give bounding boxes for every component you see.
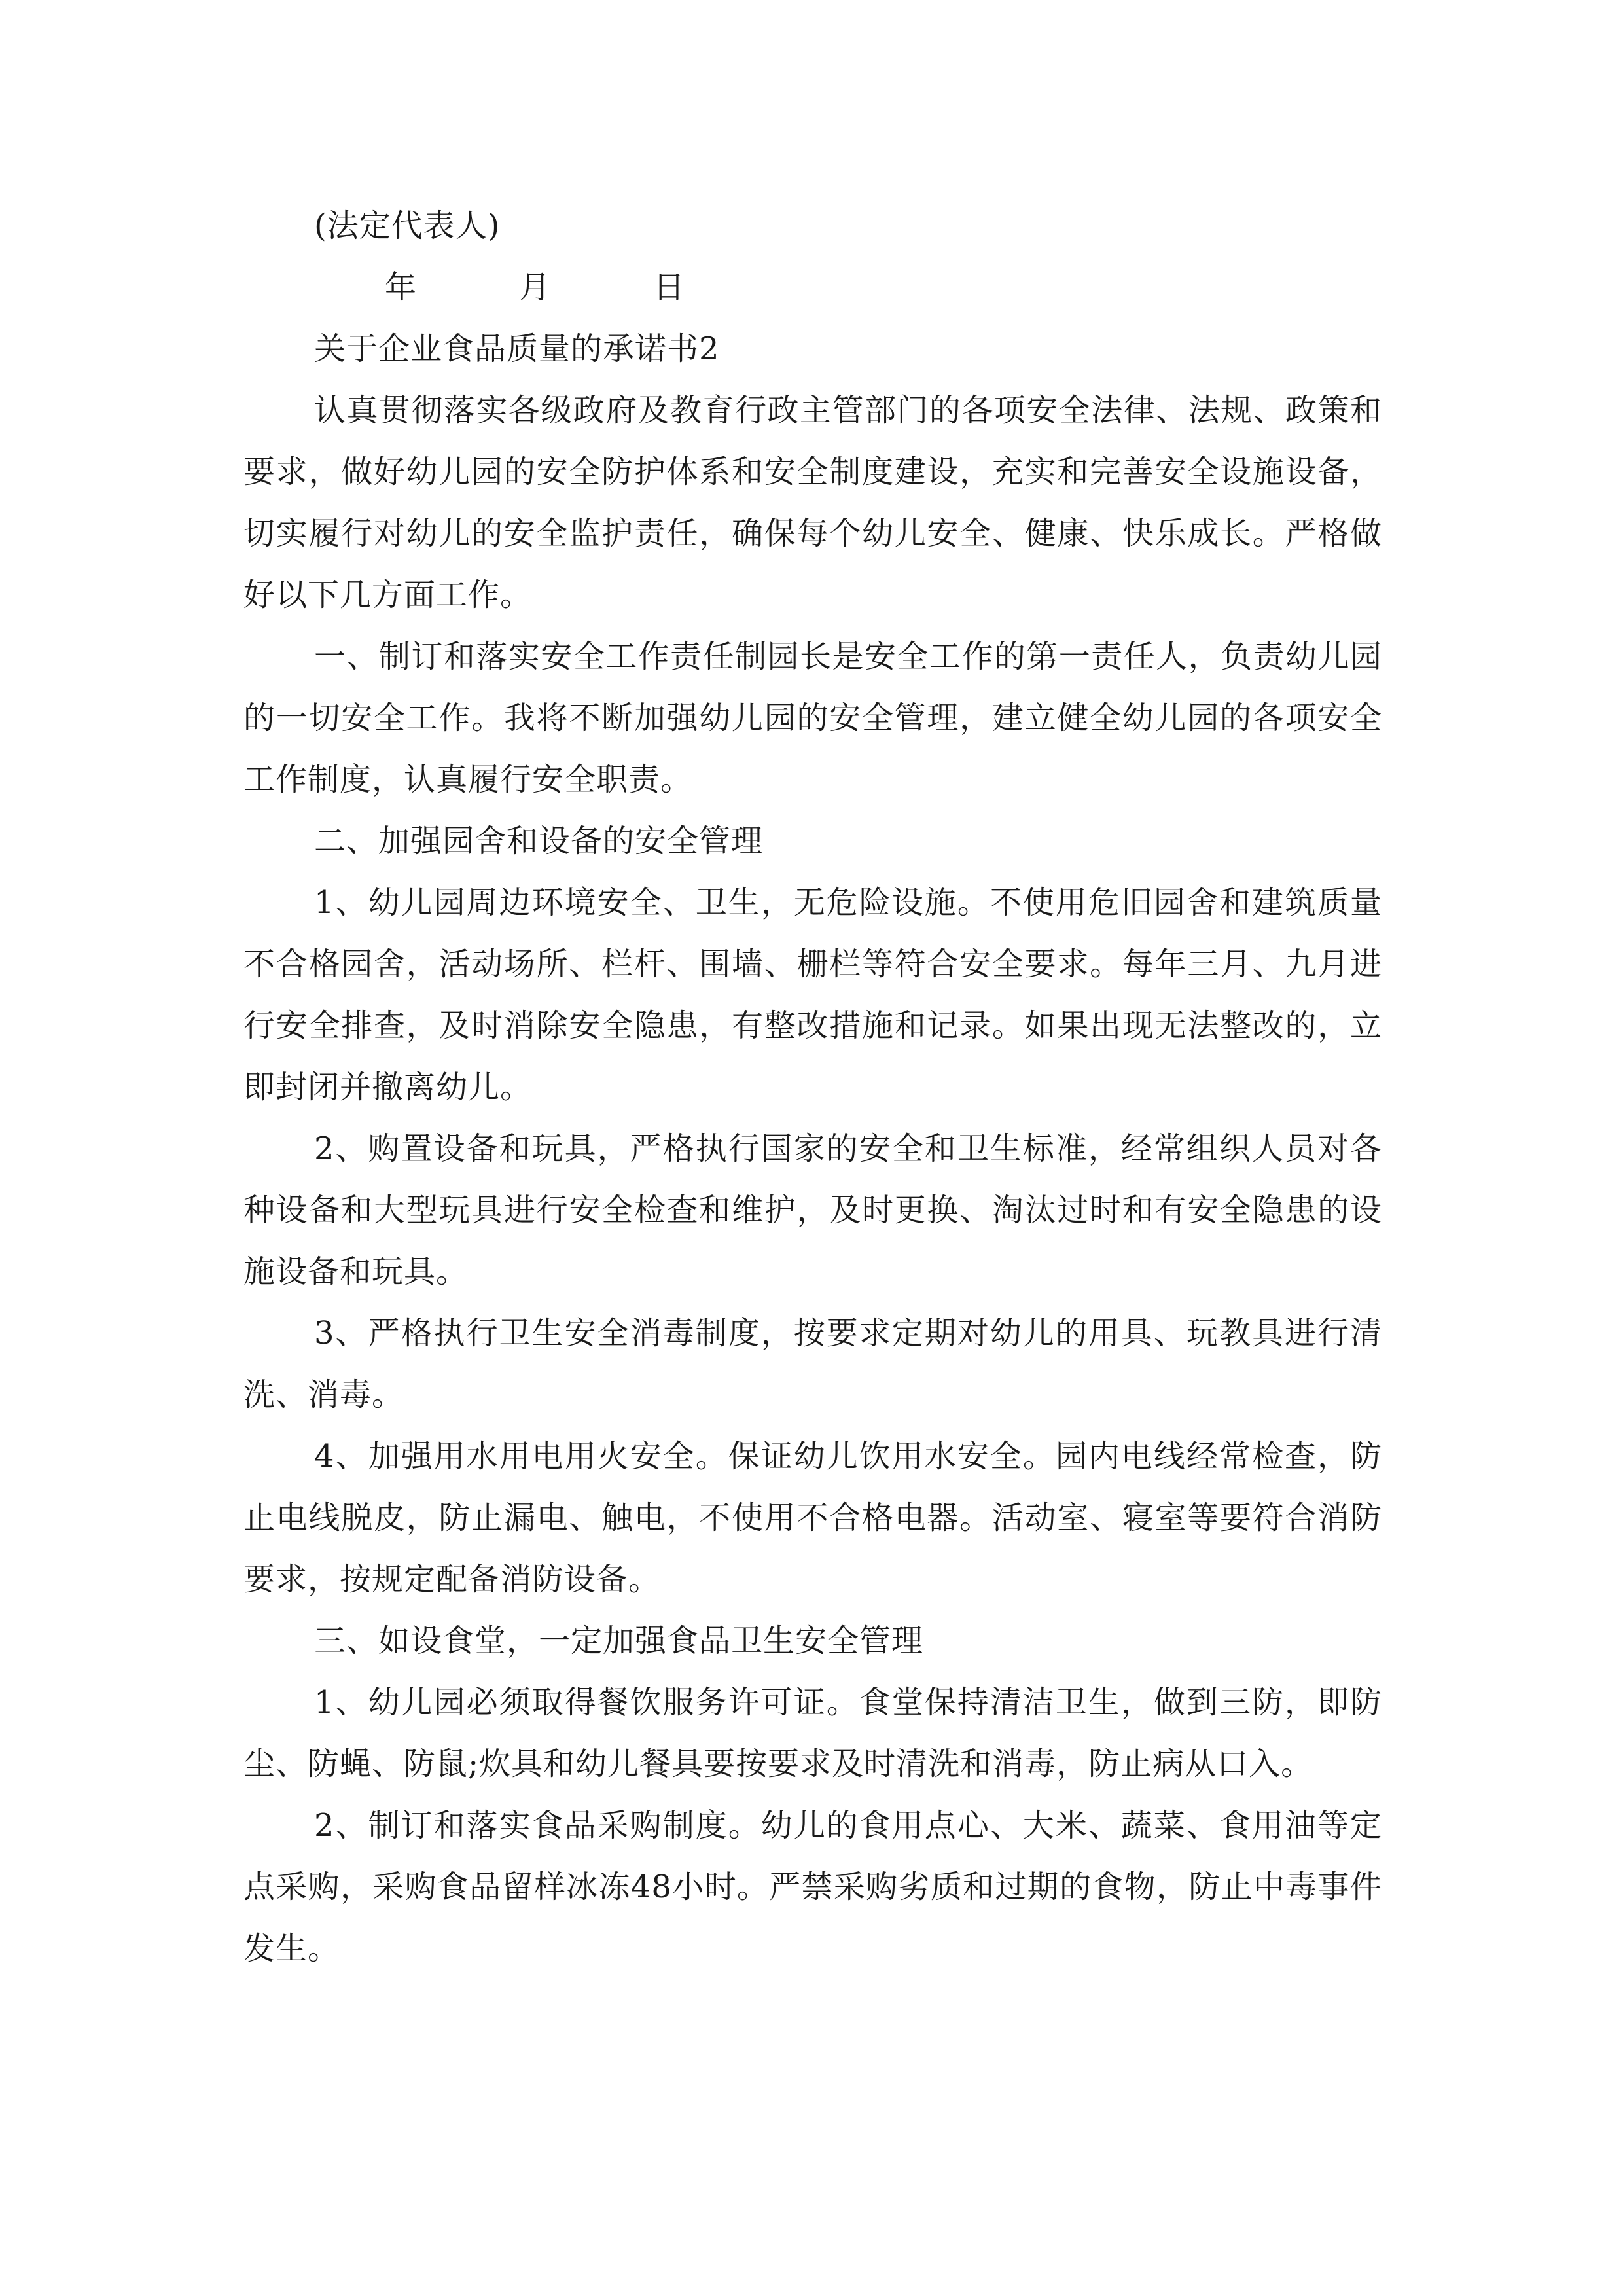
- section-heading-2: 二、加强园舍和设备的安全管理: [314, 823, 764, 859]
- date-line: [243, 257, 1382, 318]
- paragraph-2-item-3: 3、严格执行卫生安全消毒制度，按要求定期对幼儿的用具、玩教具进行清洗、消毒。: [243, 1315, 1382, 1413]
- signature-label: (法定代表人): [314, 207, 501, 244]
- paragraph-2-item-4: 4、加强用水用电用火安全。保证幼儿饮用水安全。园内电线经常检查，防止电线脱皮，防止漏电、触电，不使用不合格电器。活动室、寝室等要符合消防要求，按规定配备消防设备。: [243, 1438, 1382, 1598]
- date-year-label: 年: [385, 269, 418, 306]
- paragraph-section-1: 一、制订和落实安全工作责任制园长是安全工作的第一责任人，负责幼儿园的一切安全工作。我将不断加强幼儿园的安全管理，建立健全幼儿园的各项安全工作制度，认真履行安全职责。: [243, 638, 1382, 798]
- paragraph-2-item-2: 2、购置设备和玩具，严格执行国家的安全和卫生标准，经常组织人员对各种设备和大型玩具进行安全检查和维护，及时更换、淘汰过时和有安全隐患的设施设备和玩具。: [243, 1130, 1382, 1290]
- document-title: 关于企业食品质量的承诺书2: [314, 331, 720, 367]
- paragraph-3-item-1: 1、幼儿园必须取得餐饮服务许可证。食堂保持清洁卫生，做到三防，即防尘、防蝇、防鼠;炊具和幼儿餐具要按要求及时清洗和消毒，防止病从口入。: [243, 1684, 1382, 1782]
- date-day-label: 日: [653, 269, 686, 306]
- date-month-label: 月: [519, 269, 552, 306]
- paragraph-2-item-1: 1、幼儿园周边环境安全、卫生，无危险设施。不使用危旧园舍和建筑质量不合格园舍，活动场所、栏杆、围墙、栅栏等符合安全要求。每年三月、九月进行安全排查，及时消除安全隐患，有整改措施和记录。如果出现无法整改的，立即封闭并撤离幼儿。: [243, 884, 1382, 1105]
- paragraph-intro: 认真贯彻落实各级政府及教育行政主管部门的各项安全法律、法规、政策和要求，做好幼儿园的安全防护体系和安全制度建设，充实和完善安全设施设备，切实履行对幼儿的安全监护责任，确保每个幼儿安全、健康、快乐成长。严格做好以下几方面工作。: [243, 392, 1382, 613]
- paragraph-3-item-2: 2、制订和落实食品采购制度。幼儿的食用点心、大米、蔬菜、食用油等定点采购，采购食品留样冰冻48小时。严禁采购劣质和过期的食物，防止中毒事件发生。: [243, 1807, 1382, 1967]
- section-heading-3: 三、如设食堂，一定加强食品卫生安全管理: [314, 1623, 924, 1659]
- document-body: [243, 195, 1382, 1979]
